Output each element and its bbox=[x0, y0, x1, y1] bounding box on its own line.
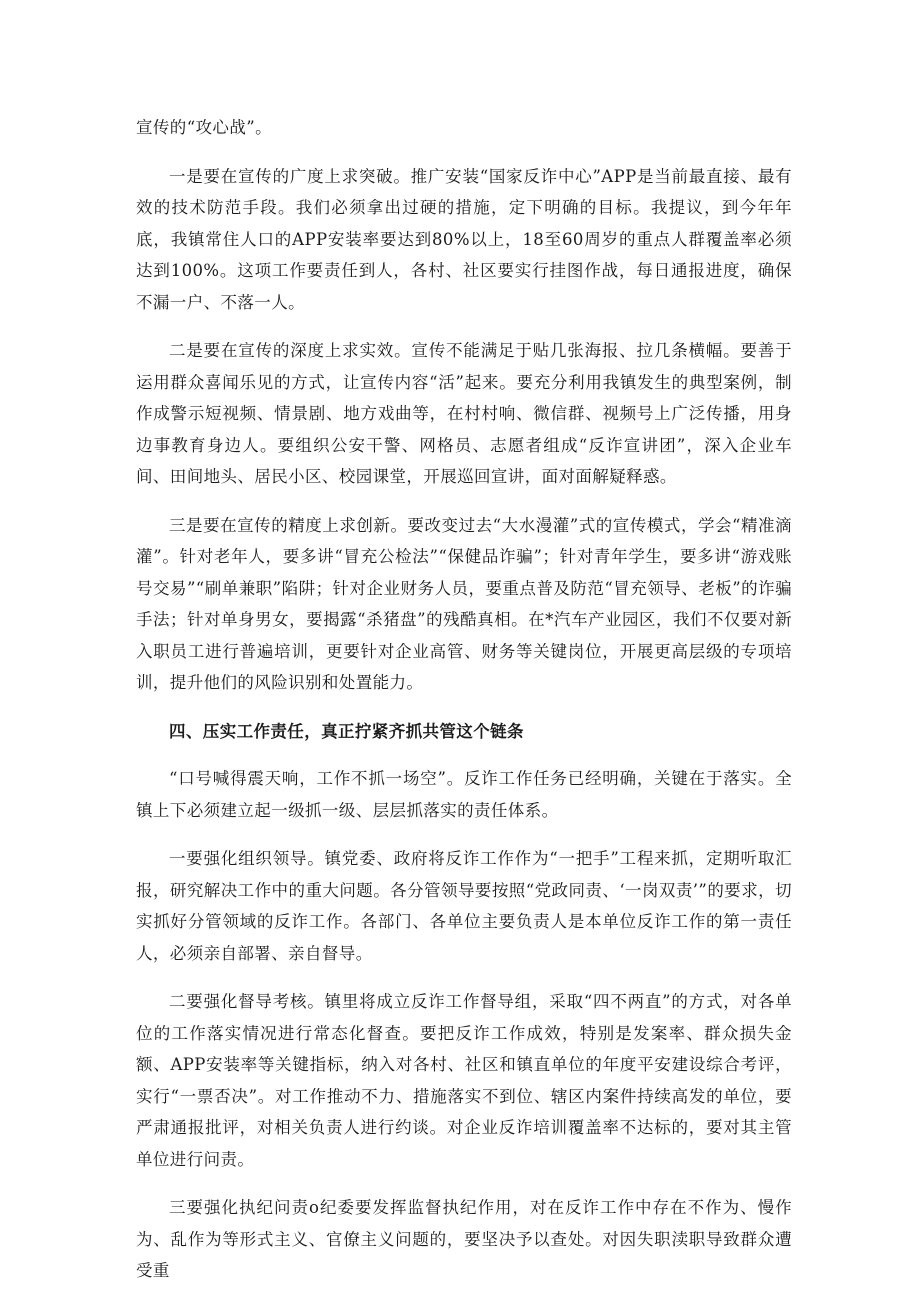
paragraph-discipline-accountability: 三要强化执纪问责o纪委要发挥监督执纪作用，对在反诈工作中存在不作为、慢作为、乱作为等形式主义、官僚主义问题的，要坚决予以查处。对因失职渎职导致群众遭受重 bbox=[136, 1198, 792, 1280]
section-heading-responsibility: 四、压实工作责任，真正拧紧齐抓共管这个链条 bbox=[169, 721, 524, 741]
paragraph-continuation: 宣传的“攻心战”。 bbox=[136, 118, 272, 137]
paragraph-publicity-breadth: 一是要在宣传的广度上求突破。推广安装“国家反诈中心”APP是当前最直接、最有效的技术防范手段。我们必须拿出过硬的措施，定下明确的目标。我提议，到今年年底，我镇常住人口的APP安装率要达到80%以上，18至60周岁的重点人群覆盖率必须达到100%。这项工作要责任到人，各村、社区要实行挂图作战，每日通报进度，确保不漏一户、不落一人。 bbox=[136, 166, 792, 312]
paragraph-publicity-precision: 三是要在宣传的精度上求创新。要改变过去“大水漫灌”式的宣传模式，学会“精准滴灌”。针对老年人，要多讲“冒充公检法”“保健品诈骗”；针对青年学生，要多讲“游戏账号交易”“刷单兼职”陷阱；针对企业财务人员，要重点普及防范“冒充领导、老板”的诈骗手法；针对单身男女，要揭露“杀猪盘”的残酷真相。在*汽车产业园区，我们不仅要对新入职员工进行普遍培训，更要针对企业高管、财务等关键岗位，开展更高层级的专项培训，提升他们的风险识别和处置能力。 bbox=[136, 515, 792, 692]
paragraph-supervision-assessment: 二要强化督导考核。镇里将成立反诈工作督导组，采取“四不两直”的方式，对各单位的工作落实情况进行常态化督查。要把反诈工作成效，特别是发案率、群众损失金额、APP安装率等关键指标，纳入对各村、社区和镇直单位的年度平安建设综合考评，实行“一票否决”。对工作推动不力、措施落实不到位、辖区内案件持续高发的单位，要严肃通报批评，对相关负责人进行约谈。对企业反诈培训覆盖率不达标的，要对其主管单位进行问责。 bbox=[136, 992, 792, 1169]
paragraph-responsibility-intro: “口号喊得震天响，工作不抓一场空”。反诈工作任务已经明确，关键在于落实。全镇上下必须建立起一级抓一级、层层抓落实的责任体系。 bbox=[136, 769, 792, 820]
paragraph-publicity-depth: 二是要在宣传的深度上求实效。宣传不能满足于贴几张海报、拉几条横幅。要善于运用群众喜闻乐见的方式，让宣传内容“活”起来。要充分利用我镇发生的典型案例，制作成警示短视频、情景剧、地方戏曲等，在村村响、微信群、视频号上广泛传播，用身边事教育身边人。要组织公安干警、网格员、志愿者组成“反诈宣讲团”，深入企业车间、田间地头、居民小区、校园课堂，开展巡回宣讲，面对面解疑释惑。 bbox=[136, 341, 792, 486]
paragraph-organization-leadership: 一要强化组织领导。镇党委、政府将反诈工作作为“一把手”工程来抓，定期听取汇报，研究解决工作中的重大问题。各分管领导要按照“党政同责、‘一岗双责’”的要求，切实抓好分管领域的反诈工作。各部门、各单位主要负责人是本单位反诈工作的第一责任人，必须亲自部署、亲自督导。 bbox=[136, 849, 792, 963]
document-page bbox=[136, 112, 792, 1304]
